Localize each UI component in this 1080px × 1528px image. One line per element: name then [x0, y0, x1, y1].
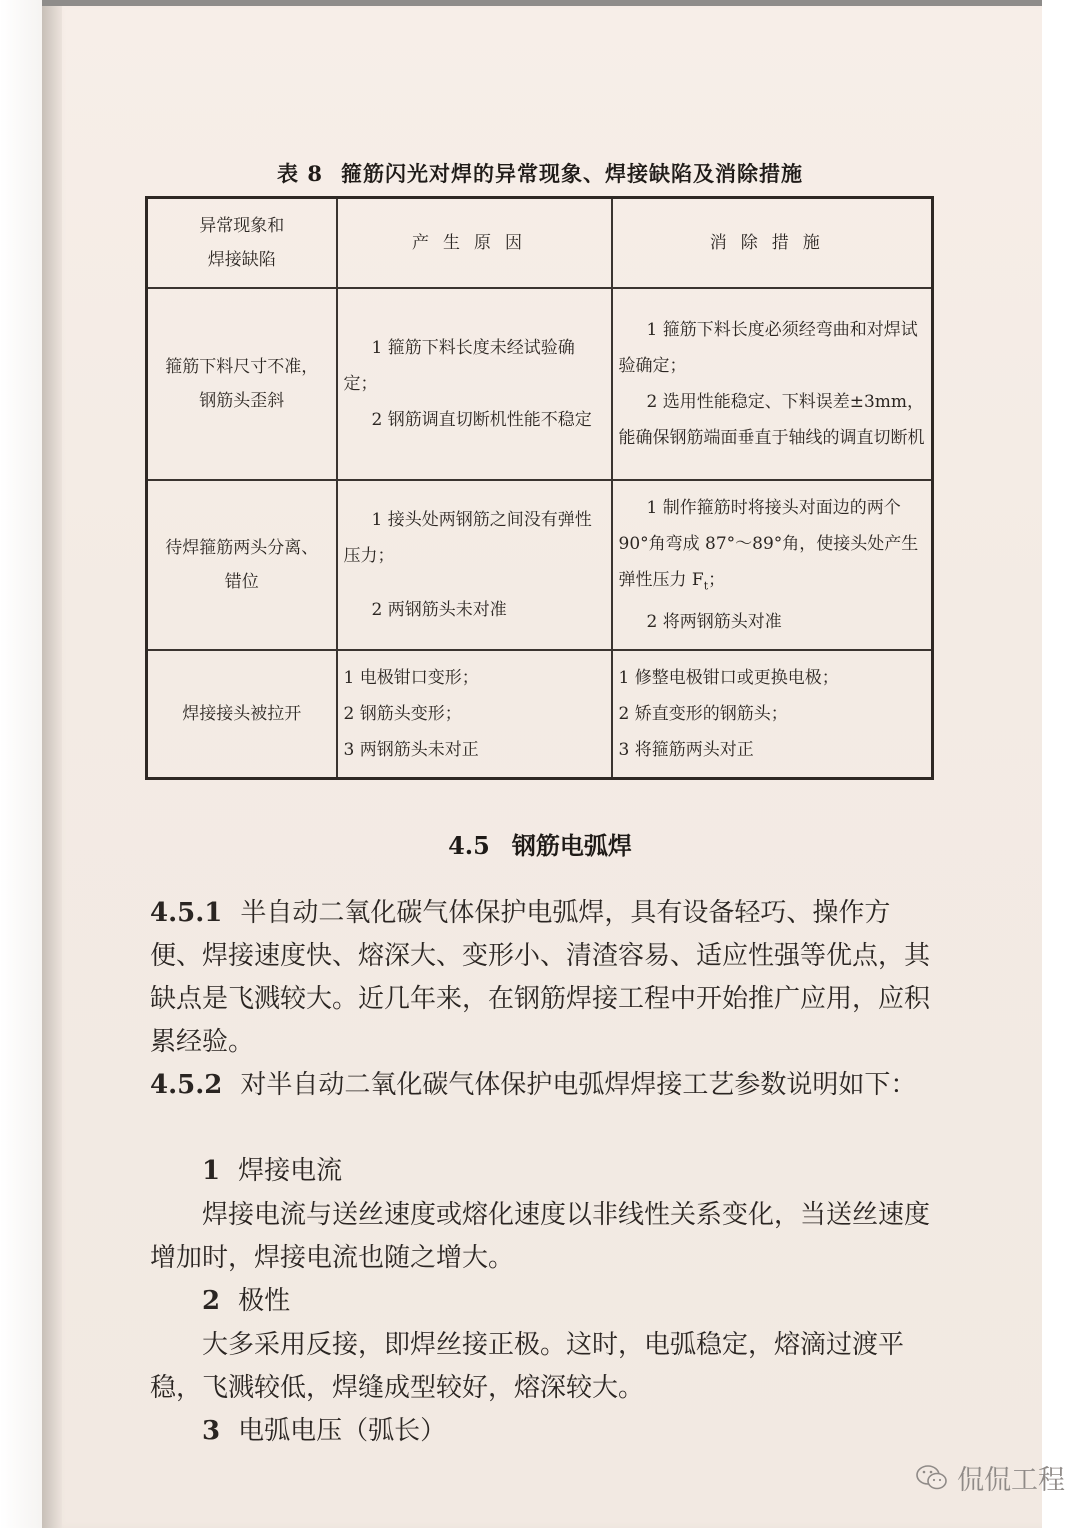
- table-row: [147, 650, 933, 779]
- page-spine-shadow: [42, 4, 62, 1528]
- cause-cell: 1 箍筋下料长度未经试验确定； 2 钢筋调直切断机性能不稳定: [337, 288, 612, 480]
- scan-top-edge: [42, 0, 1042, 6]
- header-cause: 产生原因: [337, 198, 612, 289]
- scan-left-edge: [0, 0, 44, 1528]
- cause-cell: 1 电极钳口变形； 2 钢筋头变形； 3 两钢筋头未对正: [337, 650, 612, 779]
- clause-text: 半自动二氧化碳气体保护电弧焊，具有设备轻巧、操作方便、焊接速度快、熔深大、变形小、清渣容易、适应性强等优点，其缺点是飞溅较大。近几年来，在钢筋焊接工程中开始推广应用，应积累经验。: [150, 898, 931, 1057]
- clause-number: 4.5.1: [150, 898, 223, 928]
- item-1-heading: 1 焊接电流: [202, 1156, 343, 1186]
- header-remedy: 消除措施: [612, 198, 933, 289]
- cause-cell: 1 接头处两钢筋之间没有弹性压力； 2 两钢筋头未对准: [337, 480, 612, 650]
- clause-4-5-2: [150, 1064, 940, 1107]
- remedy-cell: 1 修整电极钳口或更换电极； 2 矫直变形的钢筋头； 3 将箍筋两头对正: [612, 650, 933, 779]
- section-number: 4.5: [448, 831, 490, 860]
- item-2-heading: 2 极性: [202, 1286, 291, 1316]
- defects-table: [145, 196, 934, 780]
- clause-number: 4.5.2: [150, 1070, 223, 1100]
- phenomenon-cell: 待焊箍筋两头分离、 错位: [147, 480, 337, 650]
- scan-right-margin: [1042, 0, 1080, 1528]
- item-1-text: 焊接电流与送丝速度或熔化速度以非线性关系变化，当送丝速度增加时，焊接电流也随之增大。: [150, 1200, 931, 1273]
- clause-4-5-1: [150, 892, 940, 1064]
- table-title: 箍筋闪光对焊的异常现象、焊接缺陷及消除措施: [340, 161, 803, 186]
- phenomenon-cell: 箍筋下料尺寸不准， 钢筋头歪斜: [147, 288, 337, 480]
- clause-text: 对半自动二氧化碳气体保护电弧焊焊接工艺参数说明如下：: [240, 1070, 917, 1100]
- header-phenomenon: 异常现象和 焊接缺陷: [147, 198, 337, 289]
- watermark-text: 侃侃工程: [957, 1465, 1065, 1496]
- section-title: 钢筋电弧焊: [511, 831, 632, 860]
- item-2-text: 大多采用反接，即焊丝接正极。这时，电弧稳定，熔滴过渡平稳，飞溅较低，焊缝成型较好，熔深较大。: [150, 1330, 905, 1403]
- table-caption: [0, 158, 1080, 188]
- remedy-cell: 1 制作箍筋时将接头对面边的两个 90°角弯成 87°～89°角，使接头处产生弹性压力 $F_t$； 2 将两钢筋头对准: [612, 480, 933, 650]
- remedy-cell: 1 箍筋下料长度必须经弯曲和对焊试验确定； 2 选用性能稳定、下料误差±3mm，能确保钢筋端面垂直于轴线的调直切断机: [612, 288, 933, 480]
- wechat-icon: [915, 1463, 949, 1493]
- phenomenon-cell: 焊接接头被拉开: [147, 650, 337, 779]
- section-heading: [0, 826, 1080, 861]
- table-row: [147, 480, 933, 650]
- item-3-heading: 3 电弧电压（弧长）: [202, 1416, 447, 1446]
- table-row: [147, 288, 933, 480]
- table-number: 表 8: [277, 161, 323, 186]
- table-header-row: [147, 198, 933, 289]
- wechat-watermark: [915, 1458, 1065, 1497]
